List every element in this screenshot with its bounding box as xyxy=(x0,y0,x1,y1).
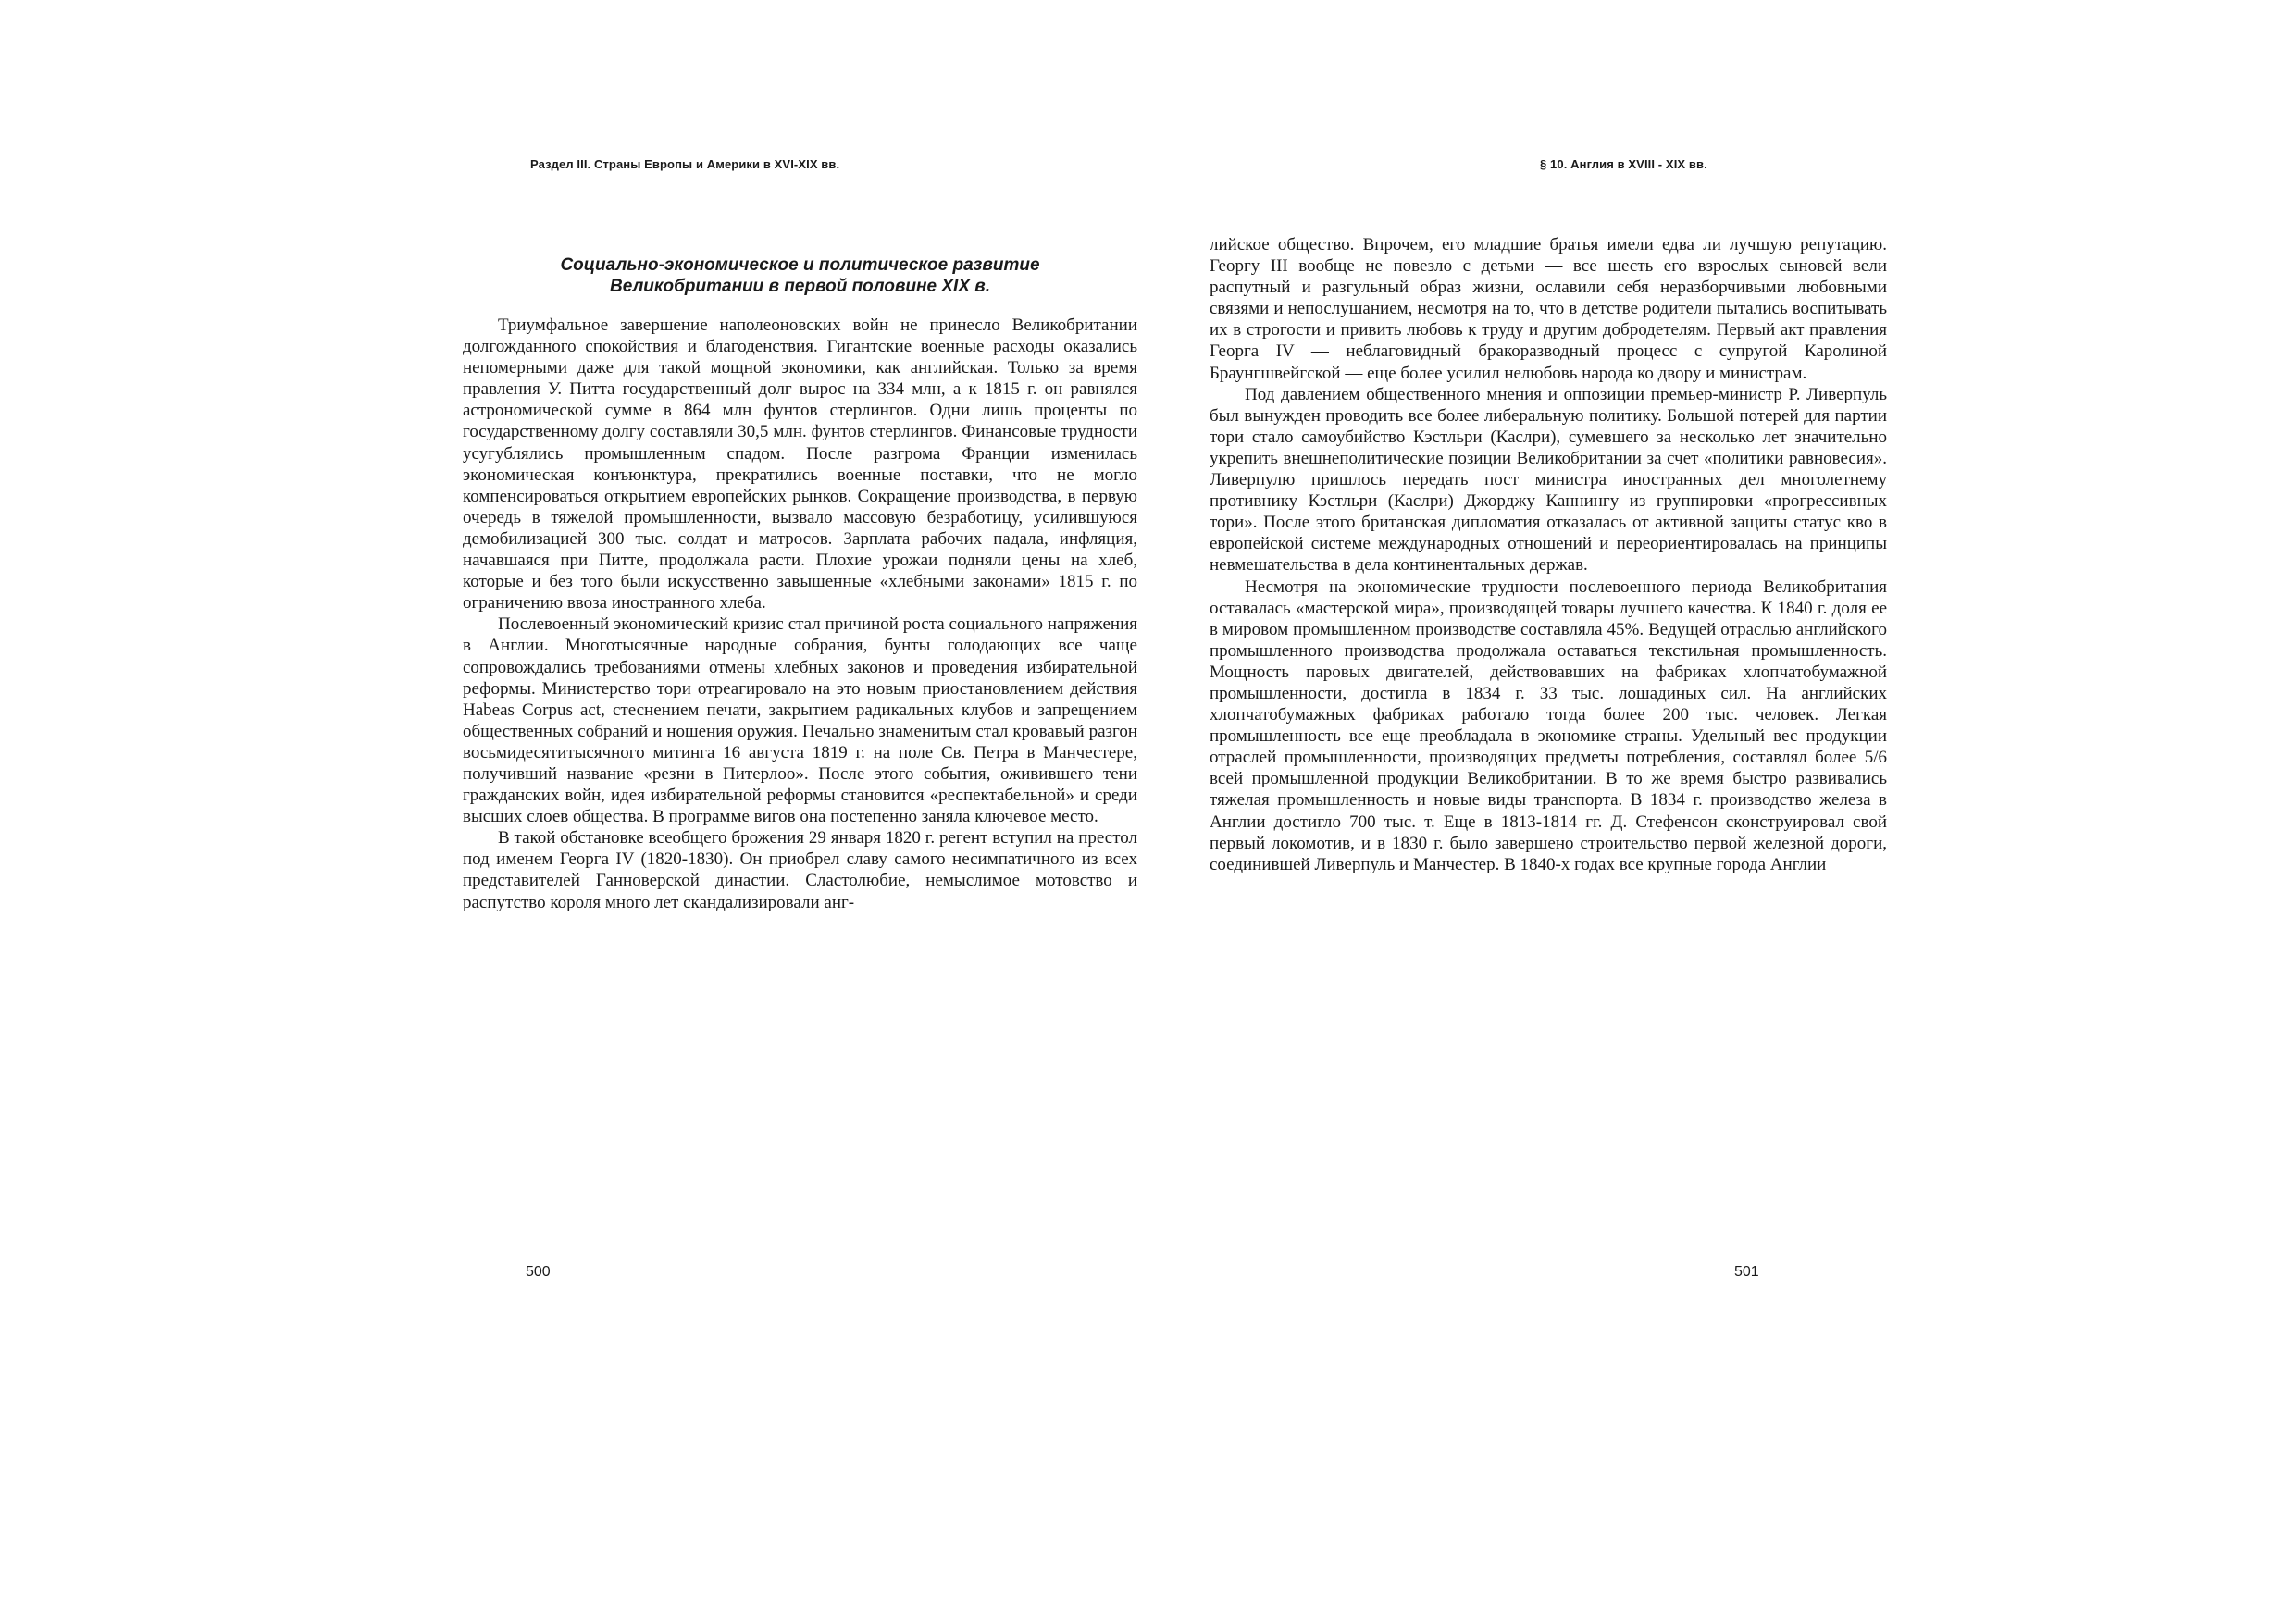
section-title xyxy=(463,254,1137,297)
running-head-right: § 10. Англия в XVIII - XIX вв. xyxy=(1540,157,1707,171)
running-head-left: Раздел III. Страны Европы и Америки в XVI-XIX вв. xyxy=(530,157,840,171)
page-number-right: 501 xyxy=(1734,1264,1759,1280)
paragraph: Послевоенный экономический кризис стал причиной роста социального напряжения в Англии. Многотысячные народные собрания, бунты голодающих все чаще сопровождались требованиями отмены хлебных законов и проведения избирательной реформы. Министерство тори отреагировало на это новым приостановлением действия Habeas Corpus act, стеснением печати, закрытием радикальных клубов и запрещением общественных собраний и ношения оружия. Печально знаменитым стал кровавый разгон восьмидесятитысячного митинга 16 августа 1819 г. на поле Св. Петра в Манчестере, получивший название «резни в Питерлоо». После этого события, оживившего тени гражданских войн, идея избирательной реформы становится «респектабельной» и среди высших слоев общества. В программе вигов она постепенно заняла ключевое место. xyxy=(463,614,1137,827)
paragraph: В такой обстановке всеобщего брожения 29 января 1820 г. регент вступил на престол под именем Георга IV (1820-1830). Он приобрел славу самого несимпатичного из всех представителей Ганноверской династии. Сластолюбие, немыслимое мотовство и распутство короля много лет скандализировали анг- xyxy=(463,828,1137,912)
section-title-line-2: Великобритании в первой половине XIX в. xyxy=(609,277,991,296)
page-number-left: 500 xyxy=(526,1264,551,1280)
paragraph: Под давлением общественного мнения и оппозиции премьер-министр Р. Ливерпуль был вынужден проводить все более либеральную политику. Большой потерей для партии тори стало самоубийство Кэстльри (Каслри), сумевшего за несколько лет значительно укрепить внешнеполитические позиции Великобритании за счет «политики равновесия». Ливерпулю пришлось передать пост министра иностранных дел многолетнему противнику Кэстльри (Каслри) Джорджу Каннингу из группировки «прогрессивных тори». После этого британская дипломатия отказалась от активной защиты статус кво в европейской системе международных отношений и переориентировалась на принципы невмешательства в дела континентальных держав. xyxy=(1210,384,1887,576)
section-title-line-1: Социально-экономическое и политическое развитие xyxy=(560,255,1040,275)
paragraph: Триумфальное завершение наполеоновских войн не принесло Великобритании долгожданного спокойствия и благоденствия. Гигантские военные расходы оказались непомерными даже для такой мощной экономики, как английская. Только за время правления У. Питта государственный долг вырос на 334 млн, а к 1815 г. он равнялся астрономической сумме в 864 млн фунтов стерлингов. Одни лишь проценты по государственному долгу составляли 30,5 млн. фунтов стерлингов. Финансовые трудности усугублялись промышленным спадом. После разгрома Франции изменилась экономическая конъюнктура, прекратились военные поставки, что не могло компенсироваться открытием европейских рынков. Сокращение производства, в первую очередь в тяжелой промышленности, вызвало массовую безработицу, усилившуюся демобилизацией 300 тыс. солдат и матросов. Зарплата рабочих падала, инфляция, начавшаяся при Питте, продолжала расти. Плохие урожаи подняли цены на хлеб, которые и без того были искусственно завышенные «хлебными законами» 1815 г. по ограничению ввоза иностранного хлеба. xyxy=(463,316,1137,613)
right-page-column xyxy=(1210,234,1887,875)
paragraph: Несмотря на экономические трудности послевоенного периода Великобритания оставалась «мастерской мира», производящей товары лучшего качества. К 1840 г. доля ее в мировом промышленном производстве составляла 45%. Ведущей отраслью английского промышленного производства продолжала оставаться текстильная промышленность. Мощность паровых двигателей, действовавших на фабриках хлопчатобумажной промышленности, достигла в 1834 г. 33 тыс. лошадиных сил. На английских хлопчатобумажных фабриках работало тогда более 200 тыс. человек. Легкая промышленность все еще преобладала в экономике страны. Удельный вес продукции отраслей промышленности, производящих предметы потребления, составлял более 5/6 всей промышленной продукции Великобритании. В то же время быстро развивались тяжелая промышленность и новые виды транспорта. В 1834 г. производство железа в Англии достигло 700 тыс. т. Еще в 1813-1814 гг. Д. Стефенсон сконструировал свой первый локомотив, и в 1830 г. было завершено строительство первой железной дороги, соединившей Ливерпуль и Манчестер. В 1840-х годах все крупные города Англии xyxy=(1210,576,1887,874)
left-page-column xyxy=(463,251,1137,913)
paragraph-continued: лийское общество. Впрочем, его младшие братья имели едва ли лучшую репутацию. Георгу III вообще не повезло с детьми — все шесть его взрослых сыновей вели распутный и разгульный образ жизни, ославили себя неразборчивыми любовными связями и непослушанием, несмотря на то, что в детстве родители пытались воспитывать их в строгости и привить любовь к труду и другим добродетелям. Первый акт правления Георга IV — неблаговидный бракоразводный процесс с супругой Каролиной Браунгшвейгской — еще более усилил нелюбовь народа ко двору и министрам. xyxy=(1210,235,1887,383)
